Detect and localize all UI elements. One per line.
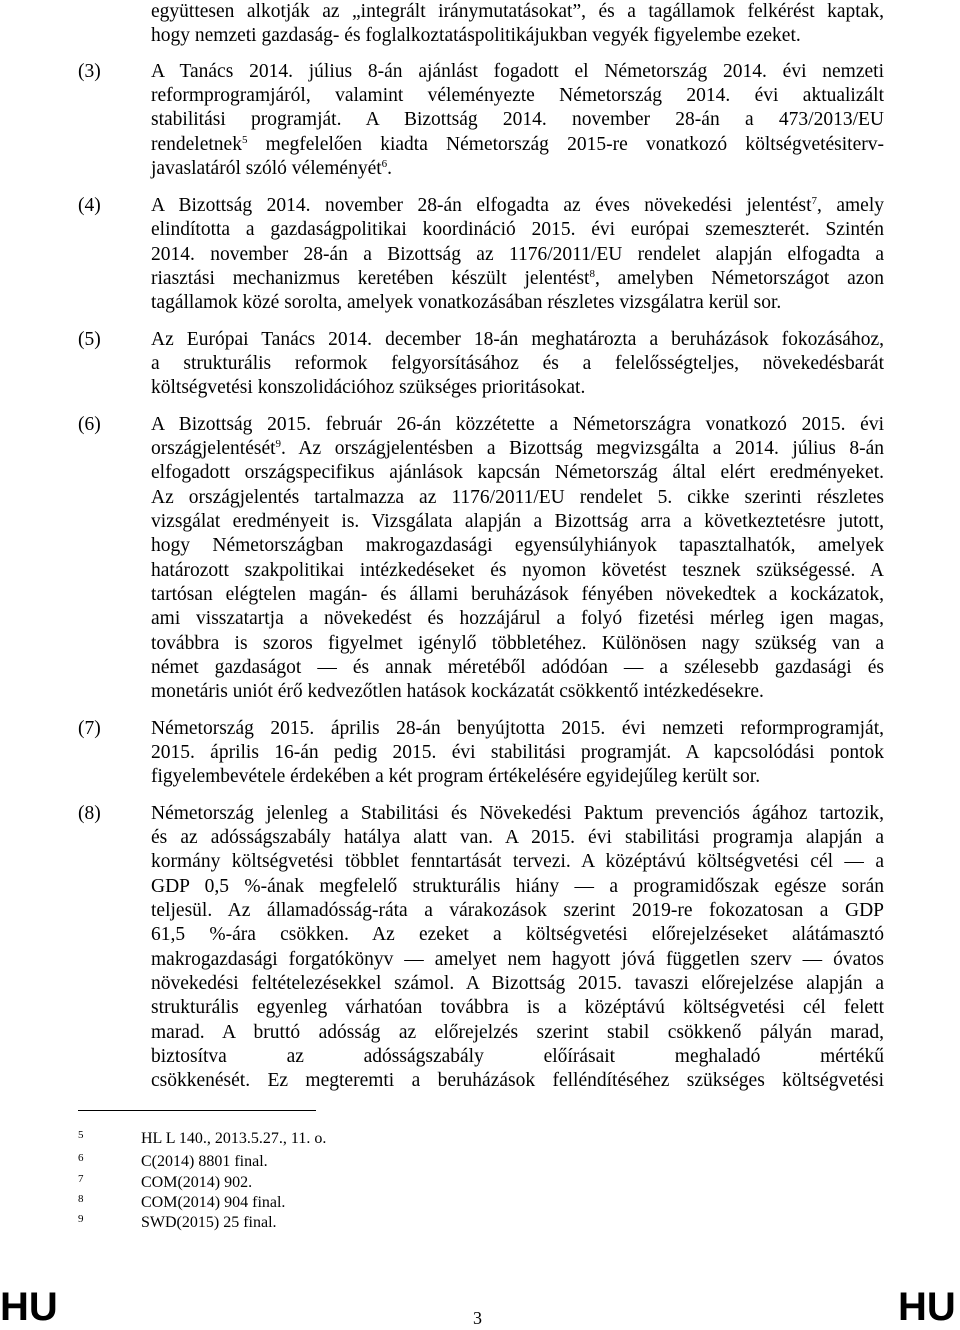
footnote-text: COM(2014) 902.: [141, 1174, 253, 1191]
text-line: Németország jelenleg a Stabilitási és Növekedési Paktum prevenciós ágához tartozik,: [151, 803, 884, 824]
text-line: Németország 2015. április 28-án benyújtotta 2015. évi nemzeti reformprogramját,: [151, 718, 884, 739]
text-segment: , amely: [816, 195, 884, 216]
text-line: 2014. november 28-án a Bizottság az 1176/2011/EU rendelet alapján elfogadta a: [151, 244, 884, 265]
footnote-separator: [78, 1110, 316, 1111]
text-line: GDP 0,5 %-ának megfelelő strukturális hiány — a programidőszak egésze során: [151, 876, 884, 897]
text-line: hogy nemzeti gazdaság- és foglalkoztatáspolitikájukban vegyék figyelembe ezeket.: [151, 25, 801, 46]
text-line: 61,5 %-ára csökken. Az ezeket a költségvetési előrejelzéseket alátámasztó: [151, 924, 884, 945]
text-line: [151, 194, 884, 218]
text-line: biztosítva az adósságszabály előírásait meghaladó mértékű: [151, 1046, 884, 1067]
text-segment: , amelyben Németországot azon: [594, 268, 884, 289]
text-line: Az országjelentés tartalmazza az 1176/2011/EU rendelet 5. cikke szerinti részletes: [151, 487, 884, 508]
text-segment: .: [387, 158, 393, 179]
text-line: tartósan elégtelen magán- és állami beruházások fényében növekedtek a kockázatok,: [151, 584, 884, 605]
text-line: makrogazdasági forgatókönyv — amelyet nem hagyott jóvá független szerv — óvatos: [151, 949, 884, 970]
text-segment: javaslatáról szóló véleményét: [151, 158, 382, 179]
text-line: határozott szakpolitikai intézkedéseket és nyomon követést tesznek szükségessé. A: [151, 560, 884, 581]
text-line: marad. A bruttó adósság az előrejelzés szerint stabil csökkenő pályán marad,: [151, 1022, 884, 1043]
footnote-ref: 6: [381, 158, 388, 170]
paragraph-number: (5): [78, 329, 101, 350]
footnote-text: SWD(2015) 25 final.: [141, 1214, 277, 1231]
footnote-mark: 8: [78, 1193, 84, 1205]
text-segment: megfelelően kiadta Németország 2015-re vonatkozó költségvetésiterv-: [265, 134, 884, 155]
text-line: stabilitási programját. A Bizottság 2014. november 28-án a 473/2013/EU: [151, 109, 884, 130]
text-line: reformprogramjáról, valamint véleményezte Németország 2014. évi aktualizált: [151, 85, 884, 106]
text-segment: A Bizottság 2014. november 28-án elfogadta az éves növekedési jelentést: [151, 195, 812, 216]
footnote-ref: 7: [811, 195, 817, 207]
text-line: monetáris uniót érő kedvezőtlen hatások kockázatát csökkentő intézkedésekre.: [151, 681, 764, 702]
text-segment: rendeletnek: [151, 134, 242, 155]
text-line: csökkenését. Ez megteremti a beruházások felléndítéséhez szükséges költségvetési: [151, 1070, 884, 1091]
paragraph-number: (8): [78, 803, 101, 824]
text-segment: riasztási mechanizmus keretében készült jelentést: [151, 268, 590, 289]
text-line: tagállamok közé sorolta, amelyek vonatkozásában részletes vizsgálatra kerül sor.: [151, 292, 782, 313]
text-line: A Bizottság 2015. február 26-án közzétette a Németországra vonatkozó 2015. évi: [151, 414, 884, 435]
paragraph-number: (6): [78, 414, 101, 435]
text-segment: . Az országjelentésben a Bizottság megvizsgálta a 2014. július 8-án: [281, 438, 884, 459]
footnote-text: C(2014) 8801 final.: [141, 1153, 268, 1170]
footnote-mark: 7: [78, 1173, 84, 1185]
footnote-ref: 8: [589, 268, 595, 280]
paragraph-number: (7): [78, 718, 101, 739]
text-line: [151, 267, 884, 291]
text-line: [151, 437, 884, 461]
footnote-mark: 5: [78, 1129, 84, 1141]
footnote-text: HL L 140., 2013.5.27., 11. o.: [141, 1130, 327, 1147]
footnote-ref: 9: [275, 438, 282, 450]
text-line: együttesen alkotják az „integrált iránymutatásokat”, és a tagállamok felkérést kaptak,: [151, 1, 884, 22]
text-line: Az Európai Tanács 2014. december 18-án meghatározta a beruházások fokozásához,: [151, 329, 884, 350]
text-segment: országjelentését: [151, 438, 276, 459]
language-code-left: HU: [0, 1285, 58, 1329]
paragraph-number: (4): [78, 195, 101, 216]
text-line: költségvetési konszolidációhoz szükséges prioritásokat.: [151, 377, 586, 398]
text-line: a strukturális reformok felgyorsításához és a felelősségteljes, növekedésbarát: [151, 353, 884, 374]
text-line: ami visszatartja a növekedést és hozzájárul a folyó fizetési mérleg igen magas,: [151, 608, 884, 629]
text-line: kormány költségvetési többlet fenntartását tervezi. A középtávú költségvetési cél — a: [151, 851, 884, 872]
text-line: [151, 133, 884, 157]
text-line: [151, 157, 392, 181]
text-line: 2015. április 16-án pedig 2015. évi stabilitási programját. A kapcsolódási pontok: [151, 742, 884, 763]
text-line: vizsgálat eredményeit is. Vizsgálata alapján a Bizottság arra a következtetésre jutott,: [151, 511, 884, 532]
text-line: növekedési feltételezésekkel számol. A Bizottság 2015. tavaszi előrejelzése alapján a: [151, 973, 884, 994]
text-line: elindította a gazdaságpolitikai koordináció 2015. évi európai szemeszterét. Szintén: [151, 219, 884, 240]
text-line: elfogadott országspecifikus ajánlások kapcsán Németország által elért eredményeket.: [151, 462, 884, 483]
language-code-right: HU: [898, 1285, 956, 1329]
page-number: 3: [473, 1308, 482, 1328]
paragraph-number: (3): [78, 61, 101, 82]
text-line: A Tanács 2014. július 8-án ajánlást fogadott el Németország 2014. évi nemzeti: [151, 61, 884, 82]
text-line: hogy Németországban makrogazdasági egyensúlyhiányok tapasztalhatók, amelyek: [151, 535, 884, 556]
text-line: figyelembevétele érdekében a két program értékelésére egyidejűleg került sor.: [151, 766, 761, 787]
footnote-mark: 6: [78, 1152, 84, 1164]
text-line: továbbra is szoros figyelmet igénylő többletéhez. Különösen nagy szükség van a: [151, 633, 884, 654]
text-line: német gazdaságot — és annak méretéből adódóan — a szélesebb gazdasági és: [151, 657, 884, 678]
footnote-text: COM(2014) 904 final.: [141, 1194, 286, 1211]
footnote-ref: 5: [241, 134, 248, 146]
text-line: teljesül. Az államadósság-ráta a várakozások szerint 2019-re fokozatosan a GDP: [151, 900, 884, 921]
text-line: strukturális egyenleg várhatóan továbbra is a középtávú költségvetési cél felett: [151, 997, 884, 1018]
footnote-mark: 9: [78, 1213, 84, 1225]
text-line: és az adósságszabály hatálya alatt van. A 2015. évi stabilitási programja alapján a: [151, 827, 884, 848]
